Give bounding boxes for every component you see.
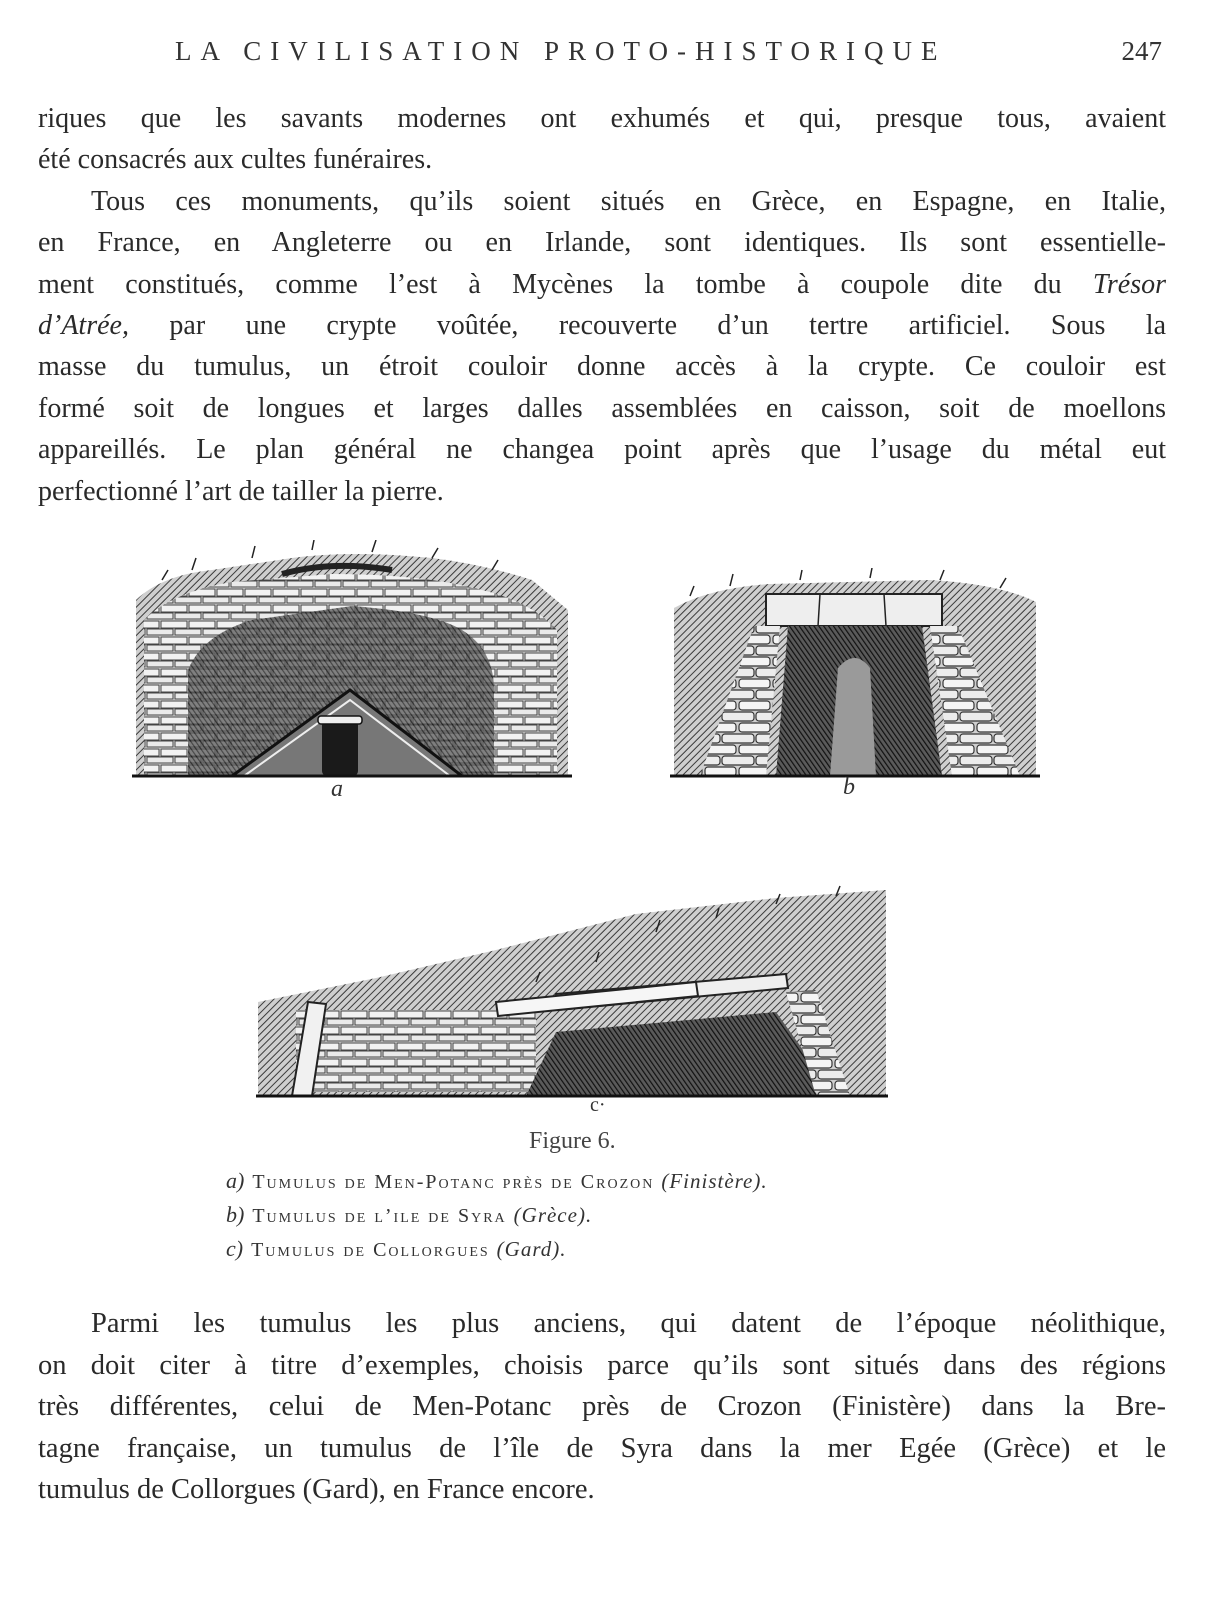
- caption-name: Tumulus de Men-Potanc près de Crozon: [252, 1171, 655, 1193]
- text-segment: ment constitués, comme l’est à Mycènes la tombe à coupole dite du: [38, 268, 1093, 300]
- text-line: Tous ces monuments, qu’ils soient situés en Grèce, en Espagne, en Italie,: [91, 185, 1166, 217]
- text-line: riques que les savants modernes ont exhumés et qui, presque tous, avaient: [38, 103, 1166, 134]
- caption-line: [226, 1236, 566, 1262]
- text-line: perfectionné l’art de tailler la pierre.: [38, 475, 444, 507]
- text-line: appareillés. Le plan général ne changea point après que l’usage du métal eut: [38, 434, 1166, 466]
- text-line: très différentes, celui de Men-Potanc près de Crozon (Finistère) dans la Bre-: [38, 1391, 1166, 1422]
- caption-name: Tumulus de Collorgues: [251, 1239, 490, 1261]
- figure-label-c: c·: [590, 1094, 606, 1116]
- text-segment: par une crypte voûtée, recouverte d’un tertre artificiel. Sous la: [128, 310, 1166, 342]
- text-line: été consacrés aux cultes funéraires.: [38, 144, 433, 176]
- caption-key: a): [226, 1168, 245, 1193]
- caption-line: [226, 1168, 768, 1194]
- caption-key: c): [226, 1236, 244, 1261]
- text-line: en France, en Angleterre ou en Irlande, sont identiques. Ils sont essentielle-: [38, 227, 1166, 259]
- italic-title: d’Atrée,: [38, 310, 129, 342]
- caption-location: (Gard).: [496, 1237, 567, 1261]
- text-line: on doit citer à titre d’exemples, choisis parce qu’ils sont situés dans des régions: [38, 1349, 1166, 1381]
- figure-panel-a: [132, 540, 572, 780]
- caption-location: (Finistère).: [661, 1169, 768, 1193]
- figure-title: Figure 6.: [529, 1128, 616, 1154]
- figure-label-a: a: [331, 776, 343, 802]
- caption-location: (Grèce).: [513, 1203, 593, 1227]
- caption-line: [226, 1202, 592, 1228]
- figure-label-b: b: [843, 774, 855, 800]
- text-line: [38, 305, 1166, 346]
- text-line: masse du tumulus, un étroit couloir donne accès à la crypte. Ce couloir est: [38, 351, 1166, 383]
- running-title: LA CIVILISATION PROTO-HISTORIQUE: [175, 36, 947, 66]
- text-line: Parmi les tumulus les plus anciens, qui datent de l’époque néolithique,: [91, 1308, 1166, 1339]
- text-line: tagne française, un tumulus de l’île de Syra dans la mer Egée (Grèce) et le: [38, 1432, 1166, 1464]
- text-line: tumulus de Collorgues (Gard), en France encore.: [38, 1474, 595, 1505]
- text-line: formé soit de longues et larges dalles assemblées en caisson, soit de moellons: [38, 392, 1166, 424]
- figure-panel-c: [256, 882, 888, 1100]
- figure-panel-b: [670, 568, 1040, 780]
- top-text: [38, 98, 1166, 512]
- page-header: [0, 30, 1210, 80]
- bottom-text: [38, 1303, 1166, 1511]
- page-number: 247: [1121, 36, 1162, 66]
- italic-title: Trésor: [1092, 268, 1166, 300]
- caption-name: Tumulus de l’ile de Syra: [252, 1205, 507, 1227]
- text-line: [38, 264, 1166, 305]
- caption-key: b): [226, 1202, 245, 1227]
